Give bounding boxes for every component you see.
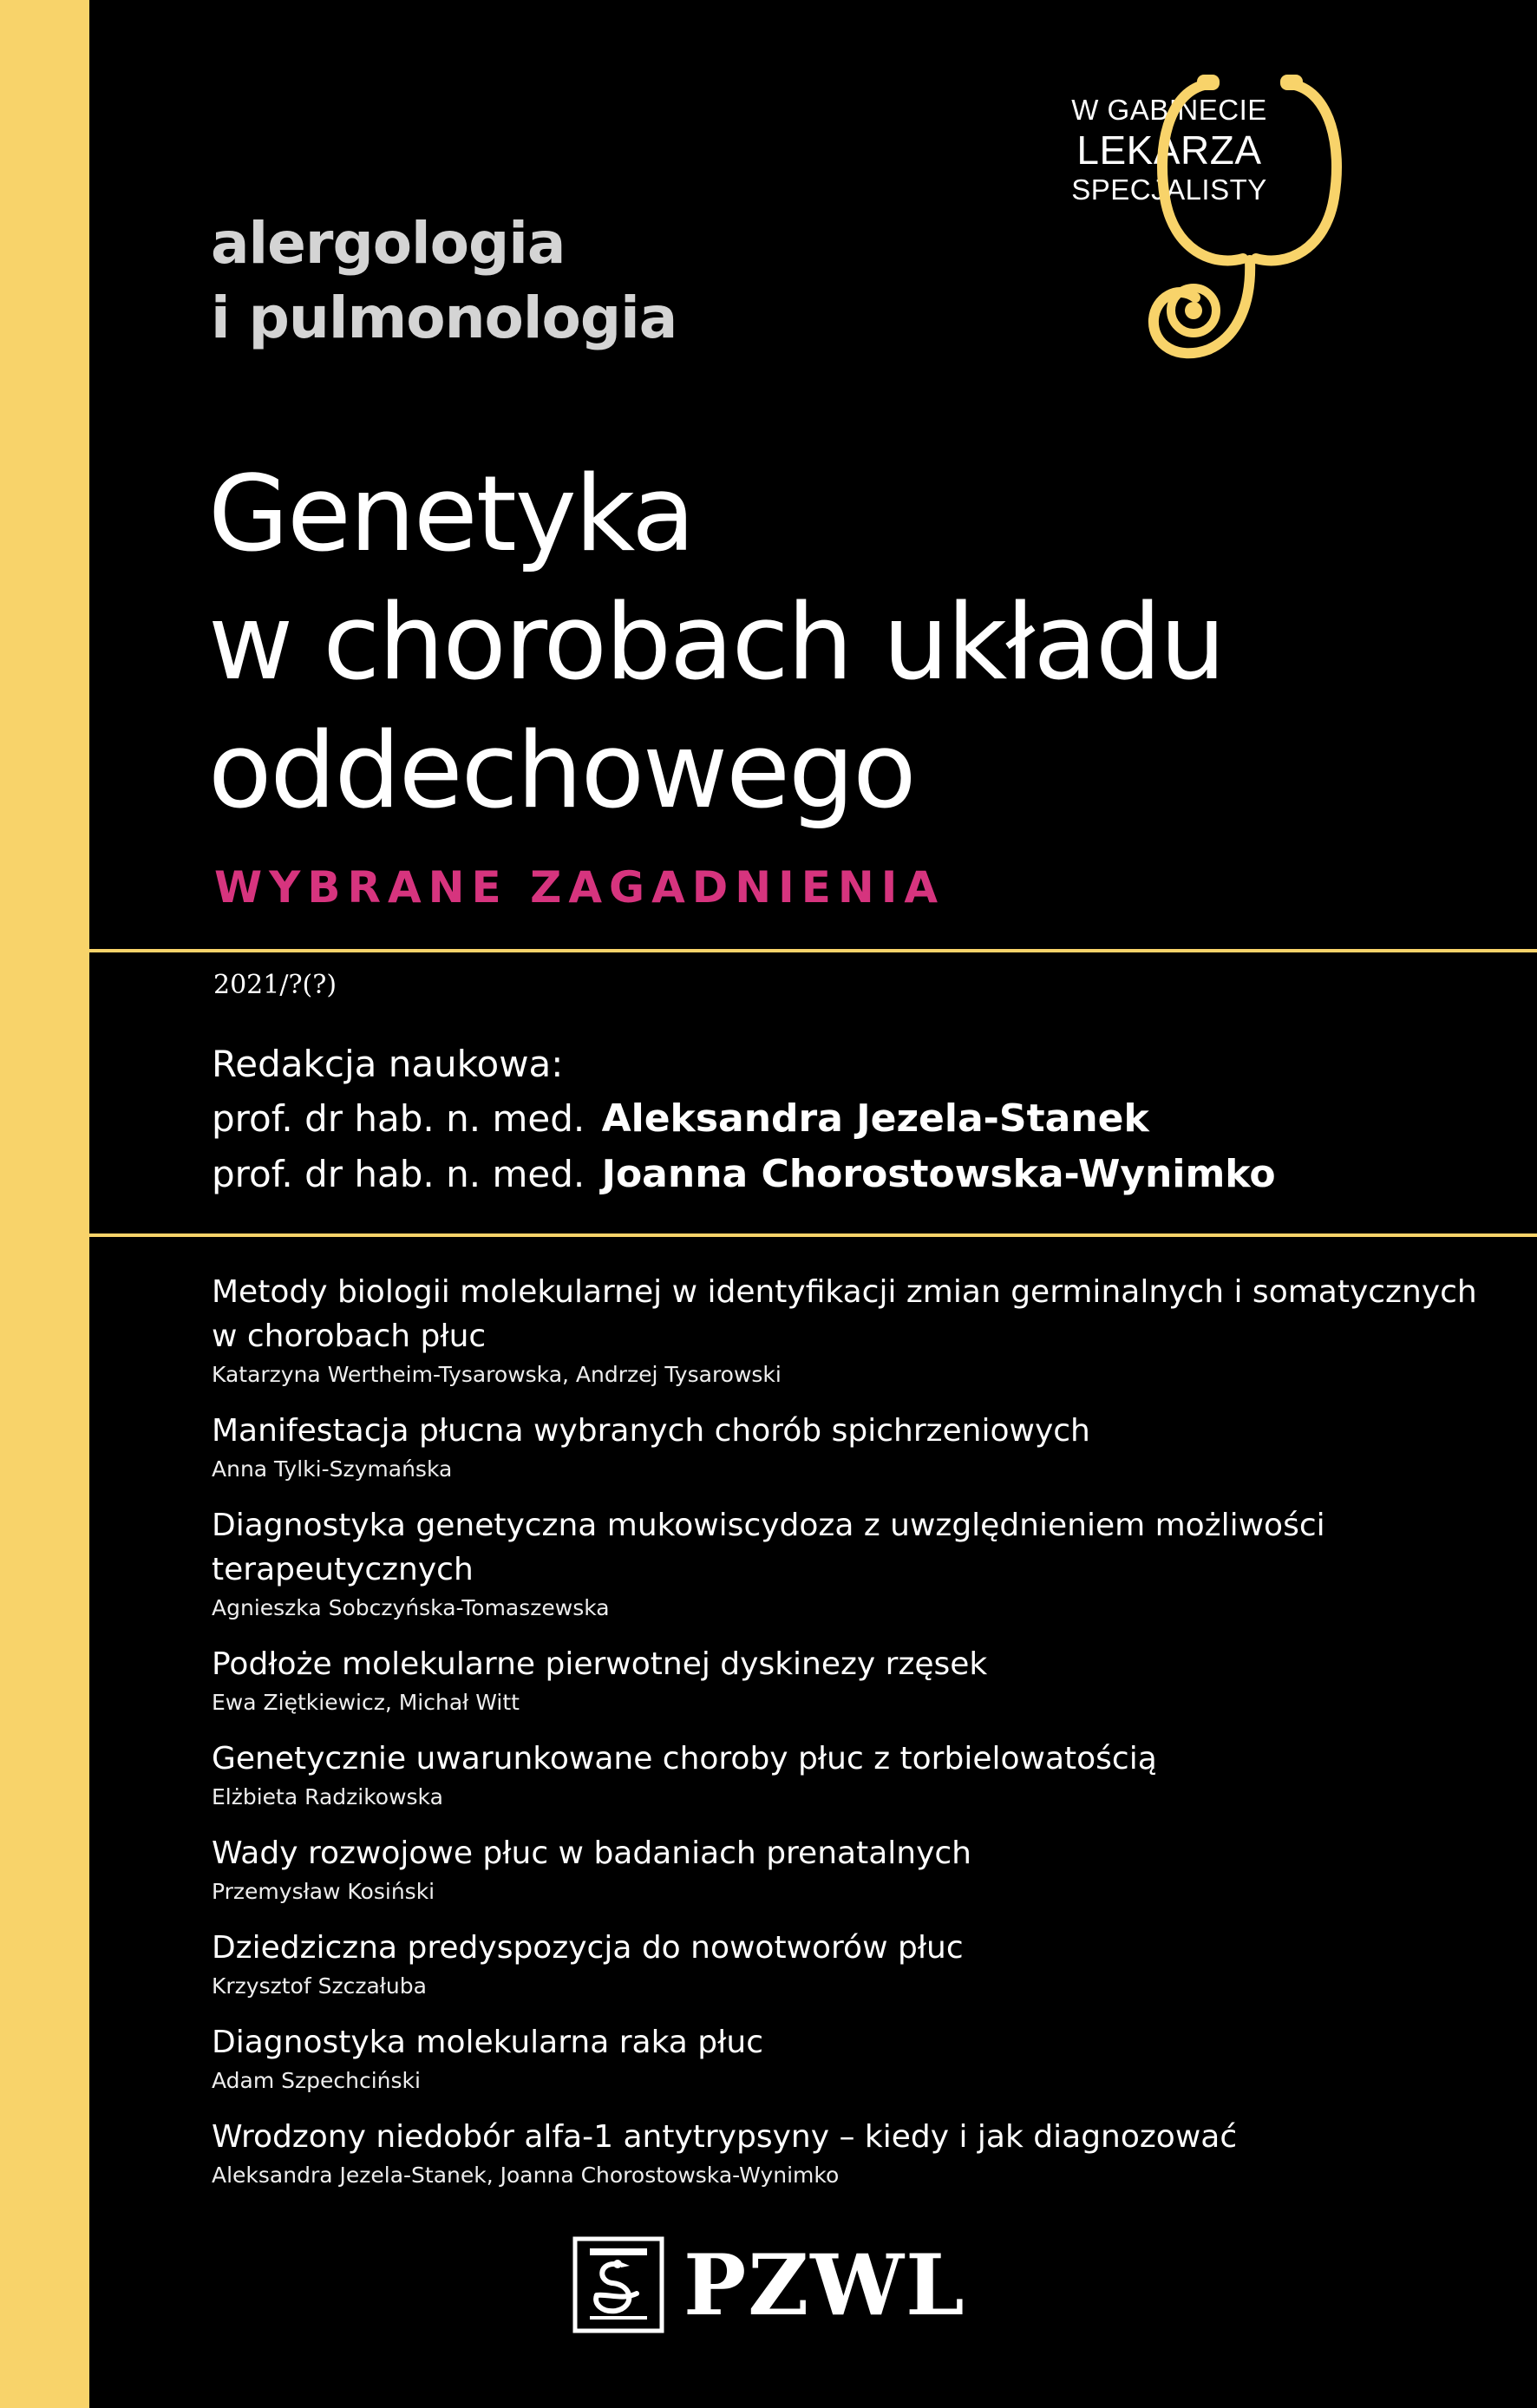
- book-title: [208, 451, 1492, 836]
- toc-item: [212, 1270, 1495, 1390]
- toc-item: [212, 1831, 1495, 1907]
- series-line-3: SPECJALISTY: [1071, 173, 1267, 206]
- toc-item-title: Dziedziczna predyspozycja do nowotworów płuc: [212, 1930, 964, 1966]
- publisher-name: PZWL: [683, 2236, 966, 2334]
- editor-prefix: prof. dr hab. n. med.: [212, 1153, 585, 1195]
- yellow-spine-stripe: [0, 0, 89, 2408]
- toc-item-title: Diagnostyka molekularna raka płuc: [212, 2025, 763, 2060]
- toc-item-authors: Ewa Ziętkiewicz, Michał Witt: [212, 1690, 520, 1715]
- toc-item-authors: Adam Szpechciński: [212, 2068, 421, 2093]
- toc-item-title: Wrodzony niedobór alfa-1 antytrypsyny – kiedy i jak diagnozować: [212, 2119, 1238, 2155]
- toc-item-authors: Agnieszka Sobczyńska-Tomaszewska: [212, 1595, 610, 1620]
- title-line-3: oddechowego: [208, 711, 915, 832]
- category-line-2: i pulmonologia: [211, 285, 677, 351]
- toc-item-title: Genetycznie uwarunkowane choroby płuc z torbielowatością: [212, 1741, 1157, 1777]
- issue-number: 2021/?(?): [213, 970, 337, 1000]
- toc-item-authors: Elżbieta Radzikowska: [212, 1784, 443, 1809]
- editors-block: [212, 1037, 1276, 1202]
- category-line-1: alergologia: [211, 210, 566, 277]
- toc-item-title: Podłoże molekularne pierwotnej dyskinezy rzęsek: [212, 1646, 988, 1682]
- toc-item: [212, 2115, 1495, 2190]
- series-line-2: LEKARZA: [1076, 128, 1262, 173]
- divider-top: [89, 949, 1537, 952]
- series-line-1: W GABINECIE: [1071, 94, 1267, 126]
- toc-item: [212, 1642, 1495, 1718]
- publisher-logo: [572, 2236, 1024, 2340]
- toc-item: [212, 1737, 1495, 1812]
- toc-item-authors: Aleksandra Jezela-Stanek, Joanna Chorostowska-Wynimko: [212, 2163, 840, 2188]
- toc-item-title: Metody biologii molekularnej w identyfikacji zmian germinalnych i somatycznych w chorobach płuc: [212, 1274, 1477, 1354]
- editor-prefix: prof. dr hab. n. med.: [212, 1097, 585, 1140]
- toc-item-title: Diagnostyka genetyczna mukowiscydoza z uwzględnieniem możliwości terapeutycznych: [212, 1508, 1325, 1587]
- toc-item-title: Manifestacja płucna wybranych chorób spichrzeniowych: [212, 1413, 1090, 1449]
- title-line-2: w chorobach układu: [208, 583, 1225, 703]
- toc-item-authors: Krzysztof Szczałuba: [212, 1973, 427, 1999]
- series-badge: [1039, 85, 1351, 380]
- toc-item-authors: Przemysław Kosiński: [212, 1879, 435, 1904]
- editors-label: Redakcja naukowa:: [212, 1043, 564, 1085]
- divider-middle: [89, 1233, 1537, 1237]
- editor-name: Joanna Chorostowska-Wynimko: [601, 1152, 1276, 1196]
- editor-row: [212, 1091, 1276, 1147]
- editor-name: Aleksandra Jezela-Stanek: [601, 1096, 1149, 1141]
- category-label: [211, 206, 677, 356]
- editor-row: [212, 1147, 1276, 1202]
- title-line-1: Genetyka: [208, 455, 694, 575]
- book-subtitle: WYBRANE ZAGADNIENIA: [214, 862, 945, 913]
- stethoscope-icon: [1143, 50, 1351, 380]
- toc-item: [212, 1926, 1495, 2001]
- toc-item-title: Wady rozwojowe płuc w badaniach prenatalnych: [212, 1835, 971, 1871]
- toc-item-authors: Anna Tylki-Szymańska: [212, 1456, 453, 1482]
- table-of-contents: [212, 1270, 1495, 2209]
- toc-item: [212, 1409, 1495, 1484]
- toc-item: [212, 1503, 1495, 1623]
- swan-logo-icon: [572, 2236, 664, 2333]
- toc-item-authors: Katarzyna Wertheim-Tysarowska, Andrzej Tysarowski: [212, 1362, 782, 1387]
- toc-item: [212, 2020, 1495, 2096]
